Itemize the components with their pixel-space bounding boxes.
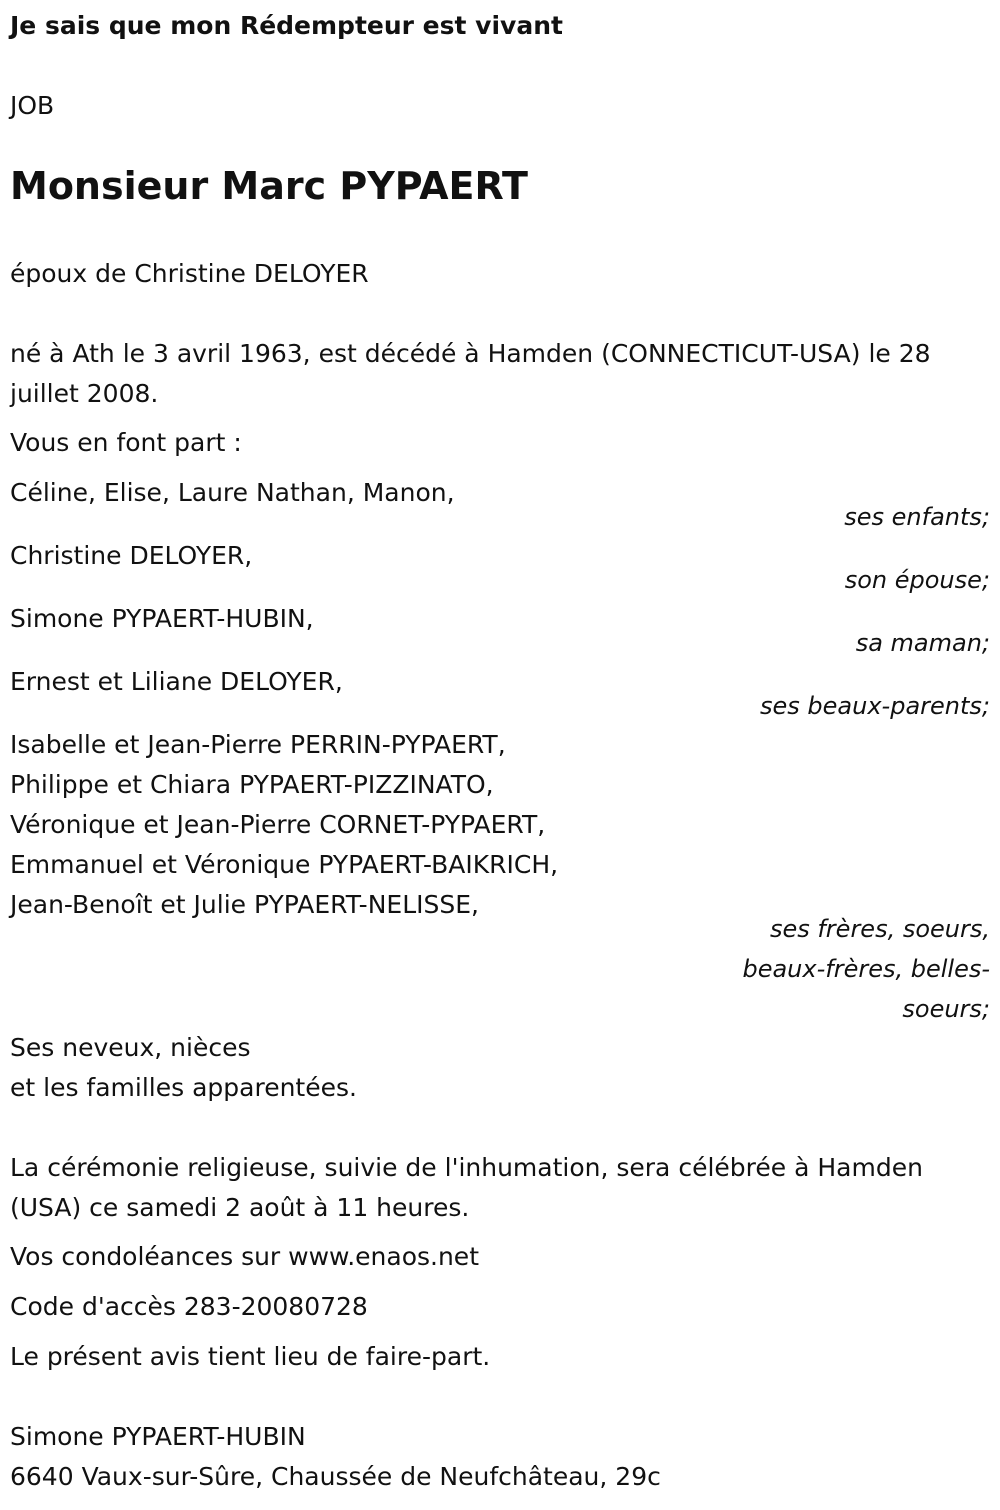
family-names: Christine DELOYER, (10, 541, 253, 570)
announce-text: Vous en font part : (10, 428, 242, 457)
family-group-mother (10, 599, 990, 663)
family-relation: ses beaux-parents; (760, 692, 990, 720)
verse-reference: JOB (10, 91, 55, 120)
spouse-line-block (10, 254, 990, 294)
family-relation: sa maman; (855, 629, 990, 657)
address-name: Simone PYPAERT-HUBIN (10, 1422, 306, 1451)
condolences-block (10, 1237, 990, 1277)
condolences-text: Vos condoléances sur www.enaos.net (10, 1242, 479, 1271)
sibling-names: Isabelle et Jean-Pierre PERRIN-PYPAERT, (10, 730, 506, 759)
sibling-relation: ses frères, soeurs, beaux-frères, belles-soeurs; (742, 915, 990, 1023)
birth-death-block (10, 334, 990, 414)
sibling-names: Véronique et Jean-Pierre CORNET-PYPAERT, (10, 810, 546, 839)
ceremony-text: La cérémonie religieuse, suivie de l'inhumation, sera célébrée à Hamden (USA) ce samedi 2 août à 11 heures. (10, 1153, 923, 1222)
address-street: 6640 Vaux-sur-Sûre, Chaussée de Neufchâteau, 29c (10, 1462, 661, 1491)
announce-block (10, 423, 990, 463)
nephews-line: Ses neveux, nièces (10, 1033, 251, 1062)
nephews-block (10, 1028, 990, 1108)
family-group-siblings (10, 725, 990, 925)
birth-death-text: né à Ath le 3 avril 1963, est décédé à Hamden (CONNECTICUT-USA) le 28 juillet 2008. (10, 339, 931, 408)
sibling-names: Philippe et Chiara PYPAERT-PIZZINATO, (10, 770, 494, 799)
access-code-text: Code d'accès 283-20080728 (10, 1292, 368, 1321)
sibling-names: Jean-Benoît et Julie PYPAERT-NELISSE, (10, 890, 479, 919)
family-relation: son épouse; (844, 566, 990, 594)
access-code-block (10, 1287, 990, 1327)
family-relation: ses enfants; (844, 503, 990, 531)
family-names: Ernest et Liliane DELOYER, (10, 667, 343, 696)
family-names: Céline, Elise, Laure Nathan, Manon, (10, 478, 455, 507)
notice-block (10, 1337, 990, 1377)
nephews-line: et les familles apparentées. (10, 1073, 357, 1102)
sibling-names: Emmanuel et Véronique PYPAERT-BAIKRICH, (10, 850, 559, 879)
family-group-in-laws (10, 662, 990, 726)
family-group-spouse (10, 536, 990, 600)
family-names: Simone PYPAERT-HUBIN, (10, 604, 314, 633)
address-block (10, 1417, 990, 1497)
ceremony-block (10, 1148, 990, 1228)
spouse-line: époux de Christine DELOYER (10, 259, 369, 288)
deceased-name: Monsieur Marc PYPAERT (10, 164, 528, 208)
family-group-children (10, 473, 990, 537)
notice-text: Le présent avis tient lieu de faire-part. (10, 1342, 491, 1371)
bible-verse: Je sais que mon Rédempteur est vivant (10, 11, 563, 40)
